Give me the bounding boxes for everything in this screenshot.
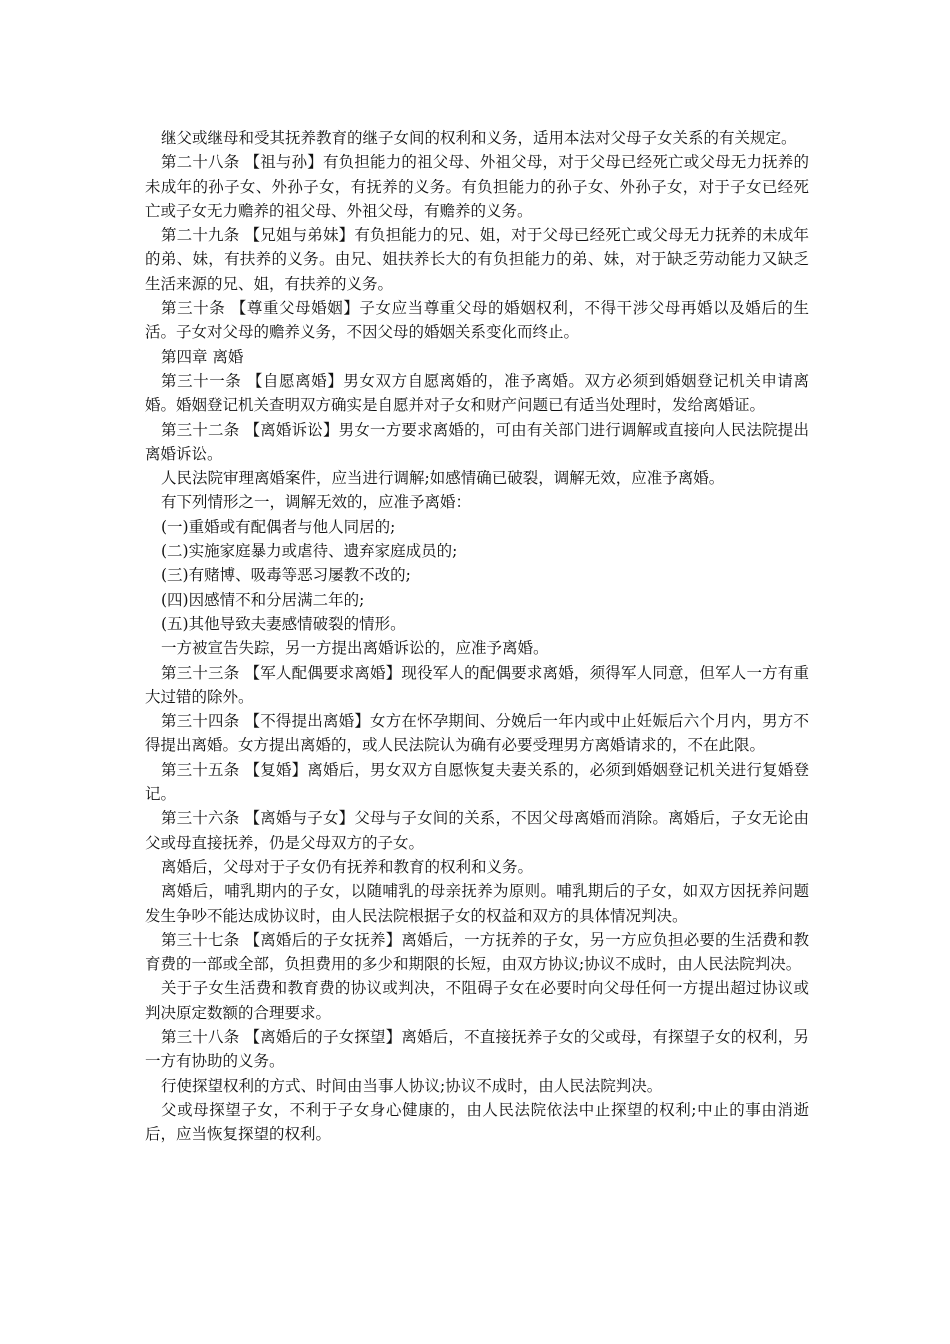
paragraph: 第二十八条 【祖与孙】有负担能力的祖父母、外祖父母，对于父母已经死亡或父母无力抚养的未成年的孙子女、外孙子女，有抚养的义务。有负担能力的孙子女、外孙子女，对于子女已经死亡或子女无力赡养的祖父母、外祖父母，有赡养的义务。	[145, 153, 809, 220]
paragraph: 第二十九条 【兄姐与弟妹】有负担能力的兄、姐，对于父母已经死亡或父母无力抚养的未成年的弟、妹，有扶养的义务。由兄、姐扶养长大的有负担能力的弟、妹，对于缺乏劳动能力又缺乏生活来源的兄、姐，有扶养的义务。	[145, 226, 809, 293]
paragraph: 第三十条 【尊重父母婚姻】子女应当尊重父母的婚姻权利，不得干涉父母再婚以及婚后的生活。子女对父母的赡养义务，不因父母的婚姻关系变化而终止。	[145, 299, 809, 342]
chapter-heading: 第四章 离婚	[161, 347, 244, 366]
paragraph: 第三十三条 【军人配偶要求离婚】现役军人的配偶要求离婚，须得军人同意，但军人一方有重大过错的除外。	[145, 663, 809, 706]
paragraph: 离婚后，父母对于子女仍有抚养和教育的权利和义务。	[161, 857, 534, 876]
paragraph: 第三十六条 【离婚与子女】父母与子女间的关系，不因父母离婚而消除。离婚后，子女无论由父或母直接抚养，仍是父母双方的子女。	[145, 809, 809, 852]
paragraph: 关于子女生活费和教育费的协议或判决，不阻碍子女在必要时向父母任何一方提出超过协议或判决原定数额的合理要求。	[145, 979, 809, 1022]
list-item: (一)重婚或有配偶者与他人同居的;	[161, 517, 396, 536]
paragraph: 人民法院审理离婚案件，应当进行调解;如感情确已破裂，调解无效，应准予离婚。	[161, 469, 725, 488]
paragraph: 第三十二条 【离婚诉讼】男女一方要求离婚的，可由有关部门进行调解或直接向人民法院提出离婚诉讼。	[145, 420, 809, 463]
paragraph: 第三十七条 【离婚后的子女抚养】离婚后，一方抚养的子女，另一方应负担必要的生活费和教育费的一部或全部，负担费用的多少和期限的长短，由双方协议;协议不成时，由人民法院判决。	[145, 930, 809, 974]
paragraph: 第三十一条 【自愿离婚】男女双方自愿离婚的，准予离婚。双方必须到婚姻登记机关申请离婚。婚姻登记机关查明双方确实是自愿并对子女和财产问题已有适当处理时，发给离婚证。	[145, 371, 809, 415]
paragraph: 行使探望权利的方式、时间由当事人协议;协议不成时，由人民法院判决。	[161, 1076, 663, 1095]
list-item: (二)实施家庭暴力或虐待、遗弃家庭成员的;	[161, 542, 458, 561]
list-item: (四)因感情不和分居满二年的;	[161, 590, 365, 609]
paragraph: 继父或继母和受其抚养教育的继子女间的权利和义务，适用本法对父母子女关系的有关规定。	[161, 129, 797, 147]
document-body	[145, 126, 809, 1146]
paragraph: 第三十八条 【离婚后的子女探望】离婚后，不直接抚养子女的父或母，有探望子女的权利，另一方有协助的义务。	[145, 1027, 809, 1071]
paragraph: 父或母探望子女，不利于子女身心健康的，由人民法院依法中止探望的权利;中止的事由消逝后，应当恢复探望的权利。	[145, 1100, 809, 1144]
paragraph: 有下列情形之一，调解无效的，应准予离婚：	[161, 493, 472, 512]
paragraph: 第三十五条 【复婚】离婚后，男女双方自愿恢复夫妻关系的，必须到婚姻登记机关进行复婚登记。	[145, 760, 809, 804]
paragraph: 离婚后，哺乳期内的子女，以随哺乳的母亲抚养为原则。哺乳期后的子女，如双方因抚养问题发生争吵不能达成协议时，由人民法院根据子女的权益和双方的具体情况判决。	[145, 882, 809, 925]
paragraph: 第三十四条 【不得提出离婚】女方在怀孕期间、分娩后一年内或中止妊娠后六个月内，男方不得提出离婚。女方提出离婚的，或人民法院认为确有必要受理男方离婚请求的，不在此限。	[145, 712, 809, 755]
list-item: (三)有赌博、吸毒等恶习屡教不改的;	[161, 566, 411, 585]
paragraph: 一方被宣告失踪，另一方提出离婚诉讼的，应准予离婚。	[161, 639, 549, 658]
list-item: (五)其他导致夫妻感情破裂的情形。	[161, 614, 406, 633]
